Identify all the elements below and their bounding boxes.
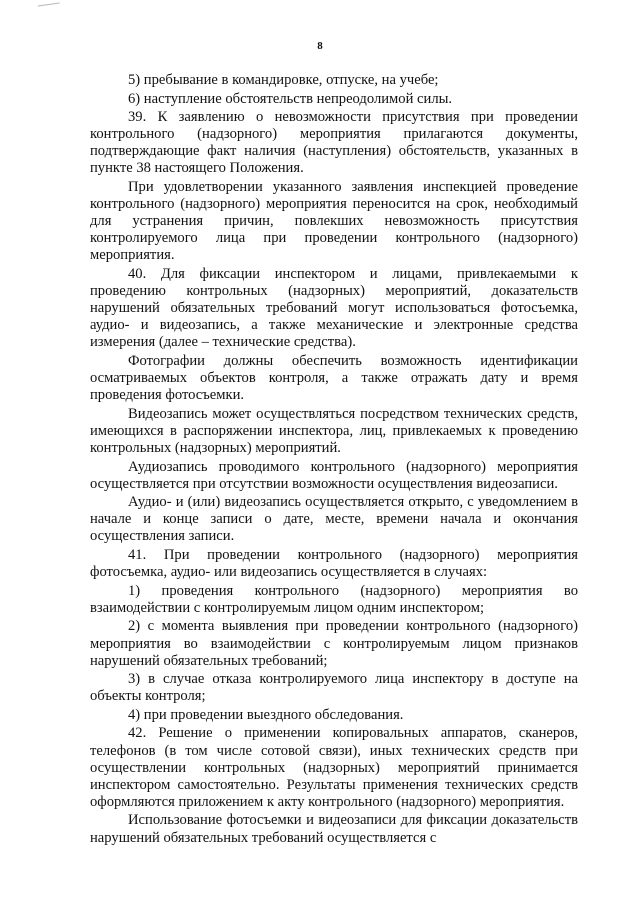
document-body (90, 72, 578, 848)
clause-41-item-1: 1) проведения контрольного (надзорного) мероприятия во взаимодействии с контролируемым лицом одним инспектором; (90, 582, 578, 616)
list-item-6-force-majeure: 6) наступление обстоятельств непреодолимой силы. (128, 90, 453, 107)
clause-41: 41. При проведении контрольного (надзорного) мероприятия фотосъемка, аудио- или видеозапись осуществляется в случаях: (90, 547, 578, 581)
clause-40-video: Видеозапись может осуществляться посредством технических средств, имеющихся в распоряжении инспектора, лиц, привлекаемых к проведению контрольных (надзорных) мероприятий. (90, 405, 578, 456)
clause-40-photos: Фотографии должны обеспечить возможность идентификации осматриваемых объектов контроля, а также отражать дату и время проведения фотосъемки. (90, 353, 578, 404)
scan-artifact (38, 2, 61, 11)
clause-41-item-3: 3) в случае отказа контролируемого лица инспектору в доступе на объекты контроля; (90, 671, 578, 705)
page-number: 8 (317, 40, 323, 52)
clause-41-item-4: 4) при проведении выездного обследования. (128, 706, 404, 723)
clause-40-audio: Аудиозапись проводимого контрольного (надзорного) мероприятия осуществляется при отсутствии возможности осуществления видеозаписи. (90, 458, 578, 492)
clause-42: 42. Решение о применении копировальных аппаратов, сканеров, телефонов (в том числе сотовой связи), иных технических средств при осуществлении контрольных (надзорных) мероприятий принимается инспектором самостоятельно. Результаты применения технических средств оформляются приложением к акту контрольного (надзорного) мероприятия. (90, 725, 578, 810)
clause-40: 40. Для фиксации инспектором и лицами, привлекаемыми к проведению контрольных (надзорных) мероприятий, доказательств нарушений обязательных требований могут использоваться фотосъемка, аудио- и видеозапись, а также механические и электронные средства измерения (далее – технические средства). (90, 266, 578, 351)
list-item-5-business-trip: 5) пребывание в командировке, отпуске, на учебе; (128, 72, 439, 88)
clause-39: 39. К заявлению о невозможности присутствия при проведении контрольного (надзорного) мероприятия прилагаются документы, подтверждающие факт наличия (наступления) обстоятельств, указанных в пункте 38 настоящего Положения. (90, 109, 578, 177)
clause-40-open-recording: Аудио- и (или) видеозапись осуществляется открыто, с уведомлением в начале и конце записи о дате, месте, времени начала и окончания осуществления записи. (90, 494, 578, 545)
clause-39-postponement: При удовлетворении указанного заявления инспекцией проведение контрольного (надзорного) мероприятия переносится на срок, необходимый для устранения причин, повлекших невозможность присутствия контролируемого лица при проведении контрольного (надзорного) мероприятия. (90, 179, 578, 264)
clause-42-usage: Использование фотосъемки и видеозаписи для фиксации доказательств нарушений обязательных требований осуществляется с (90, 812, 578, 846)
clause-41-item-2: 2) с момента выявления при проведении контрольного (надзорного) мероприятия во взаимодействии с контролируемым лицом признаков нарушений обязательных требований; (90, 618, 578, 669)
